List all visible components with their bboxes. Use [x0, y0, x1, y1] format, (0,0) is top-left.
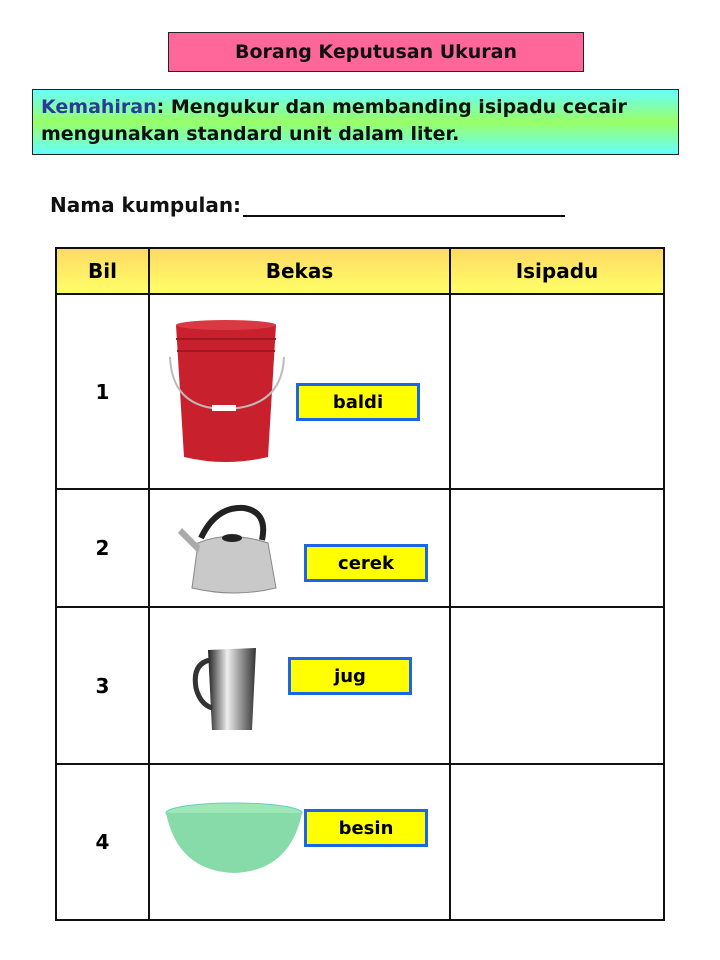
container-label: besin	[304, 809, 428, 847]
basin-image	[164, 801, 304, 881]
table-row	[56, 607, 664, 764]
row-number: 3	[56, 607, 149, 764]
bucket-image	[162, 317, 292, 467]
container-label: baldi	[296, 383, 420, 421]
row-number: 1	[56, 294, 149, 489]
group-name-label: Nama kumpulan:	[50, 193, 242, 217]
group-name-line[interactable]	[243, 195, 565, 217]
volume-cell[interactable]	[450, 764, 664, 920]
results-table	[55, 247, 665, 921]
container-cell	[149, 294, 450, 489]
table-header	[56, 248, 664, 294]
volume-cell[interactable]	[450, 294, 664, 489]
skill-text: : Mengukur dan membanding isipadu cecair mengunakan standard unit dalam liter.	[41, 96, 627, 145]
row-number: 4	[56, 764, 149, 920]
volume-cell[interactable]	[450, 489, 664, 607]
table-row	[56, 764, 664, 920]
group-name-field[interactable]	[50, 193, 565, 217]
worksheet-title: Borang Keputusan Ukuran	[168, 32, 584, 72]
volume-cell[interactable]	[450, 607, 664, 764]
skill-box	[32, 89, 679, 155]
header-isipadu: Isipadu	[450, 248, 664, 294]
table-row	[56, 489, 664, 607]
jug-image	[190, 644, 265, 736]
row-number: 2	[56, 489, 149, 607]
kettle-image	[176, 498, 281, 598]
skill-label: Kemahiran	[41, 96, 157, 118]
header-bekas: Bekas	[149, 248, 450, 294]
header-bil: Bil	[56, 248, 149, 294]
table-row	[56, 294, 664, 489]
container-label: cerek	[304, 544, 428, 582]
container-label: jug	[288, 657, 412, 695]
container-cell	[149, 489, 450, 607]
container-cell	[149, 764, 450, 920]
container-cell	[149, 607, 450, 764]
